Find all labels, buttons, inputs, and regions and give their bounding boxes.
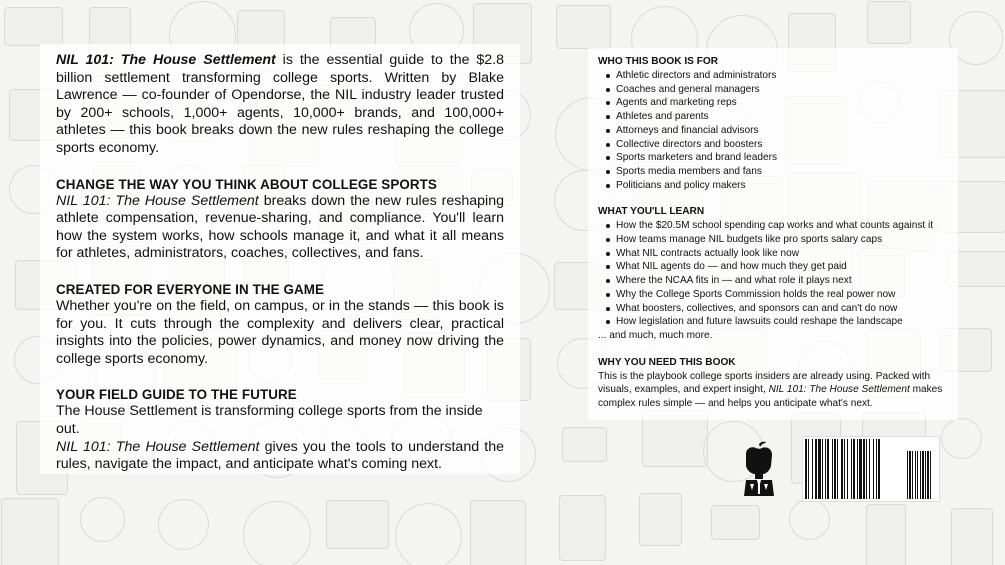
barcode-addon-bar	[909, 451, 911, 499]
list-item: Sports media members and fans	[605, 165, 953, 179]
section-change	[56, 176, 504, 263]
barcode-bar	[815, 439, 817, 499]
background-sketch	[243, 501, 311, 565]
barcode-addon-bar	[917, 451, 918, 499]
background-sketch	[4, 7, 63, 46]
list-item: Where the NCAA fits in — and what role it plays next	[605, 274, 953, 288]
barcode-addon-bar	[907, 451, 908, 499]
section-text: Whether you're on the field, on campus, or in the stands — this book is for you. It cuts through the complexity and delivers clear, practical insights into the policies, power dynamics, and money now driving the college sports economy.	[56, 297, 504, 367]
section-heading: CREATED FOR EVERYONE IN THE GAME	[56, 281, 325, 297]
section-text-line1: The House Settlement is transforming college sports from the inside out.	[56, 403, 483, 437]
section-heading: CHANGE THE WAY YOU THINK ABOUT COLLEGE SPORTS	[56, 176, 437, 192]
why-text	[598, 370, 953, 411]
background-sketch	[866, 504, 906, 565]
barcode-bar	[847, 439, 848, 499]
barcode-bar	[878, 439, 880, 499]
barcode-bar	[869, 439, 870, 499]
background-sketch	[395, 503, 462, 565]
barcode-bar	[812, 439, 813, 499]
barcode-bar	[808, 439, 809, 499]
barcode-bar	[853, 439, 855, 499]
list-item: What NIL contracts actually look like now	[605, 247, 953, 261]
list-item: How the $20.5M school spending cap works and what counts against it	[605, 219, 953, 233]
list-item: What NIL agents do — and how much they get paid	[605, 260, 953, 274]
barcode-bar	[805, 439, 807, 499]
barcode-bar	[834, 439, 836, 499]
barcode-addon-bar	[925, 451, 926, 499]
background-sketch	[941, 418, 982, 459]
barcode-bar	[841, 439, 843, 499]
background-sketch	[711, 505, 760, 540]
book-title: NIL 101: The House Settlement	[768, 384, 910, 396]
who-heading: WHO THIS BOOK IS FOR	[598, 56, 719, 67]
barcode-bar	[863, 439, 865, 499]
background-sketch	[470, 500, 526, 565]
background-sketch	[867, 1, 911, 44]
barcode-bar	[859, 439, 862, 499]
book-title: NIL 101: The House Settlement	[56, 52, 276, 68]
section-heading: YOUR FIELD GUIDE TO THE FUTURE	[56, 387, 297, 403]
barcode-addon-bar	[927, 451, 929, 499]
barcode-bar	[822, 439, 823, 499]
background-sketch	[639, 493, 682, 546]
section-body: breaks down the new rules reshaping athlete compensation, revenue-sharing, and compliance. You'll learn how the system works, how schools manage it, and what it all means for athletes, administrators, coaches, collectives, and fans.	[56, 192, 504, 262]
learn-section	[598, 205, 953, 342]
barcode-addon-bar	[922, 451, 924, 499]
barcode-addon-bar	[920, 451, 921, 499]
barcode-bar	[851, 439, 852, 499]
details-column	[598, 55, 953, 410]
isbn-barcode	[802, 436, 940, 502]
why-heading: WHY YOU NEED THIS BOOK	[598, 356, 736, 368]
learn-heading: WHAT YOU'LL LEARN	[598, 206, 705, 218]
intro-text: is the essential guide to the $2.8 billion settlement transforming college sports. Written by Blake Lawrence — co-founder of Opendorse, the NIL industry leader trusted by 200+ schools, 1,000+ agents, 10,000+ brands, and 100,000+ athletes — this book breaks down the new rules reshaping the college sports economy.	[56, 52, 505, 156]
barcode-bar	[825, 439, 826, 499]
learn-list	[598, 219, 953, 329]
publisher-logo-icon	[740, 440, 778, 498]
background-sketch	[951, 508, 993, 565]
barcode-addon-bar	[912, 451, 913, 499]
section-body: gives you the tools to understand the rules, navigate the impact, and anticipate what's coming next.	[56, 438, 505, 473]
background-sketch	[789, 499, 830, 540]
barcode-bar	[844, 439, 845, 499]
why-text-part1: This is the playbook college sports insiders are already using. Packed with visuals, examples, and expert insight,	[598, 370, 931, 396]
list-item: How legislation and future lawsuits could reshape the landscape	[605, 315, 953, 329]
who-section	[598, 55, 953, 192]
why-text-part2: makes complex rules simple — and helps you anticipate what's next.	[598, 384, 943, 409]
background-sketch	[559, 495, 606, 561]
background-sketch	[80, 497, 125, 542]
list-item: Sports marketers and brand leaders	[605, 151, 953, 165]
list-item: How teams manage NIL budgets like pro sports salary caps	[605, 233, 953, 247]
list-item: Athletic directors and administrators	[605, 69, 953, 83]
list-item: Attorneys and financial advisors	[605, 124, 953, 138]
barcode-bar	[876, 439, 877, 499]
barcode-bar	[866, 439, 867, 499]
list-item: What boosters, collectives, and sponsors can and can't do now	[605, 302, 953, 316]
barcode-addon-bar	[930, 451, 931, 499]
background-sketch	[158, 499, 209, 550]
background-sketch	[562, 427, 607, 462]
learn-more: ... and much, much more.	[598, 329, 713, 341]
background-sketch	[556, 5, 611, 49]
book-title: NIL 101: The House Settlement	[56, 438, 260, 455]
section-text	[56, 193, 504, 263]
barcode-bar	[827, 439, 829, 499]
section-text	[56, 439, 504, 474]
background-sketch	[1, 498, 59, 565]
book-title: NIL 101: The House Settlement	[56, 192, 259, 209]
barcode-bar	[832, 439, 833, 499]
who-list	[598, 69, 953, 192]
section-guide	[56, 386, 504, 473]
barcode-addon-bar	[915, 451, 916, 499]
intro-paragraph	[56, 52, 504, 158]
barcode-bar	[837, 439, 838, 499]
list-item: Athletes and parents	[605, 110, 953, 124]
list-item: Coaches and general managers	[605, 83, 953, 97]
description-column	[56, 52, 504, 474]
list-item: Collective directors and boosters	[605, 138, 953, 152]
barcode-bar	[857, 439, 858, 499]
barcode-bar	[818, 439, 821, 499]
background-sketch	[326, 500, 389, 549]
list-item: Politicians and policy makers	[605, 179, 953, 193]
why-section	[598, 356, 953, 411]
list-item: Why the College Sports Commission holds the real power now	[605, 288, 953, 302]
list-item: Agents and marketing reps	[605, 96, 953, 110]
barcode-bar	[873, 439, 874, 499]
section-created	[56, 281, 504, 368]
